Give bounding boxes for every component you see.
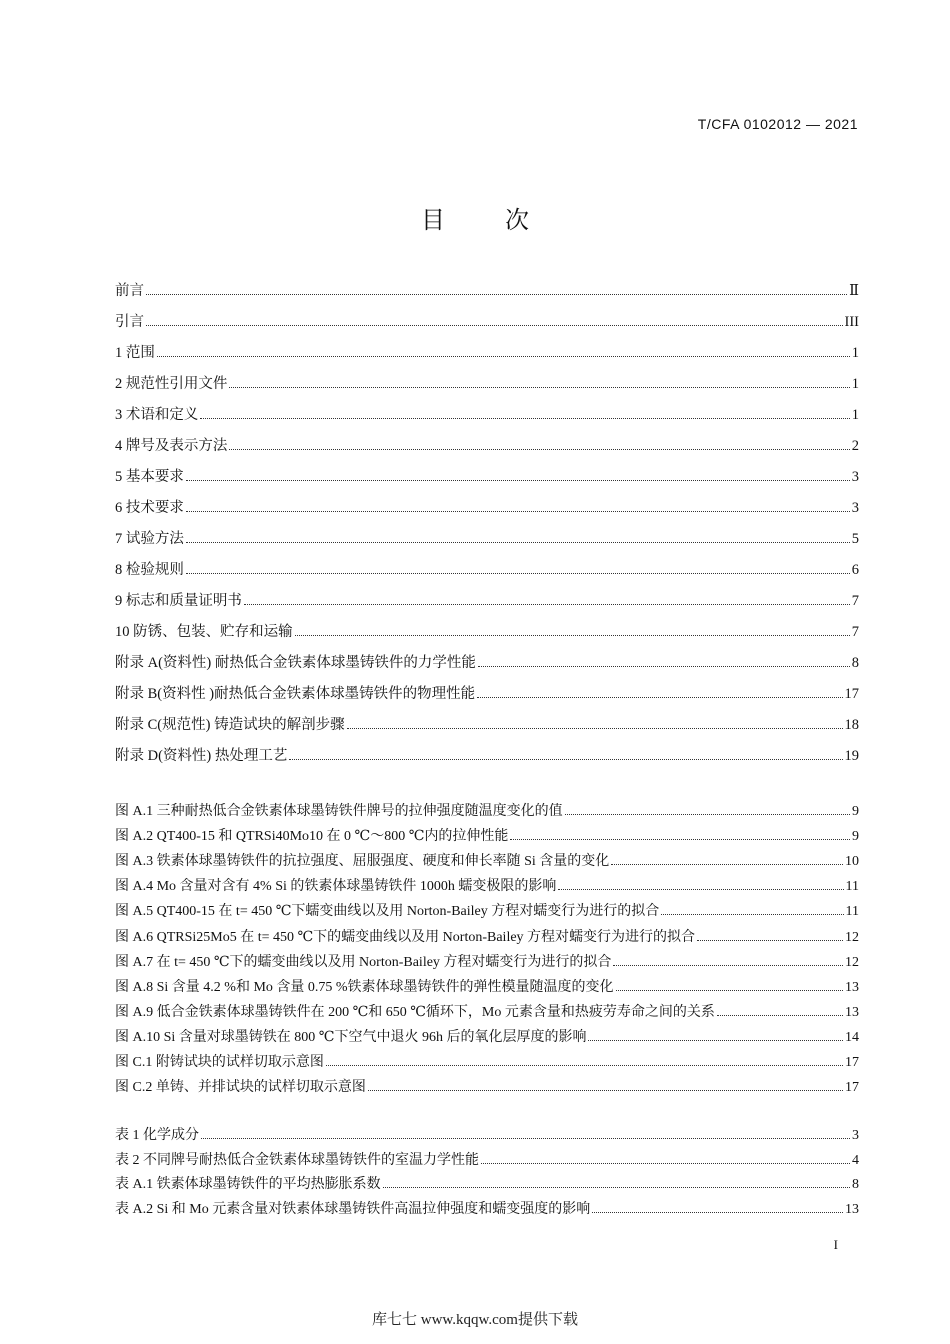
dot-leader <box>368 1090 843 1091</box>
toc-section-entry-title: 引言 <box>115 314 144 330</box>
toc-section-entry-page: 17 <box>844 686 859 702</box>
toc-figure-entry[interactable] <box>115 1053 859 1073</box>
toc-figure-entry-title: 图 C.2 单铸、并排试块的试样切取示意图 <box>115 1080 366 1096</box>
toc-section-entry-page: Ⅱ <box>849 283 859 299</box>
toc-section-entry-title: 附录 A(资料性) 耐热低合金铁素体球墨铸铁件的力学性能 <box>115 655 476 671</box>
toc-section-entry-title: 10 防锈、包装、贮存和运输 <box>115 624 293 640</box>
toc-section-entry-page: 5 <box>851 531 859 547</box>
toc-figure-entry[interactable] <box>115 902 859 922</box>
toc-section-entry-page: 1 <box>851 407 859 423</box>
dot-leader <box>289 759 842 760</box>
toc-figure-entry[interactable] <box>115 1003 859 1023</box>
dot-leader <box>201 1138 850 1139</box>
toc-section-entry-page: 18 <box>844 717 859 733</box>
toc-section-entry[interactable] <box>115 312 859 332</box>
dot-leader <box>244 604 850 605</box>
toc-figure-entry-title: 图 A.2 QT400-15 和 QTRSi40Mo10 在 0 ℃～800 ℃内的拉伸性能 <box>115 829 509 845</box>
dot-leader <box>347 728 843 729</box>
dot-leader <box>229 387 849 388</box>
toc-section-entry-page: 1 <box>851 345 859 361</box>
toc-figure-entry-title: 图 A.10 Si 含量对球墨铸铁在 800 ℃下空气中退火 96h 后的氧化层厚度的影响 <box>115 1029 587 1045</box>
dot-leader <box>146 294 847 295</box>
toc-table-entry-page: 3 <box>852 1128 859 1143</box>
toc-table-entry-page: 13 <box>845 1201 859 1217</box>
toc-section-entry[interactable] <box>115 653 859 673</box>
toc-figure-entry[interactable] <box>115 802 859 822</box>
toc-section-entry-title: 附录 C(规范性) 铸造试块的解剖步骤 <box>115 717 345 733</box>
dot-leader <box>481 1163 850 1164</box>
dot-leader <box>295 635 850 636</box>
toc-table-entry-title: 表 A.1 铁素体球墨铸铁件的平均热膨胀系数 <box>115 1177 381 1192</box>
page-number: I <box>833 1237 838 1252</box>
toc-figure-entry[interactable] <box>115 827 859 847</box>
dot-leader <box>229 449 849 450</box>
dot-leader <box>661 914 843 915</box>
toc-section-entry[interactable] <box>115 467 859 487</box>
toc-figure-entry[interactable] <box>115 928 859 948</box>
toc-section-entry[interactable] <box>115 436 859 456</box>
toc-section-entry[interactable] <box>115 684 859 704</box>
dot-leader <box>510 839 850 840</box>
dot-leader <box>613 965 843 966</box>
dot-leader <box>186 573 850 574</box>
dot-leader <box>616 990 843 991</box>
toc-section-entry-title: 4 牌号及表示方法 <box>115 438 228 454</box>
dot-leader <box>717 1015 843 1016</box>
toc-figure-entry-page: 10 <box>845 854 859 870</box>
toc-figure-entry-page: 13 <box>845 979 859 995</box>
toc-section-entry[interactable] <box>115 715 859 735</box>
toc-figure-entry-title: 图 A.1 三种耐热低合金铁素体球墨铸铁件牌号的拉伸强度随温度变化的值 <box>115 804 563 819</box>
title-char-1: 目 <box>421 206 445 234</box>
toc-figure-entry-page: 13 <box>845 1004 859 1020</box>
toc-table-entry[interactable] <box>115 1200 859 1220</box>
footer-download-note: 库七七 www.kqqw.com提供下载 <box>372 1312 578 1328</box>
toc-section-entry-title: 附录 D(资料性) 热处理工艺 <box>115 748 288 764</box>
toc-figure-entry-title: 图 A.4 Mo 含量对含有 4% Si 的铁素体球墨铸铁件 1000h 蠕变极限的影响 <box>115 879 557 895</box>
toc-section-entry-page: 2 <box>851 438 859 454</box>
toc-figure-entry-title: 图 A.9 低合金铁素体球墨铸铁件在 200 ℃和 650 ℃循环下，Mo 元素含量和热疲劳寿命之间的关系 <box>115 1004 715 1020</box>
toc-table-entry-page: 8 <box>852 1177 859 1192</box>
dot-leader <box>326 1065 843 1066</box>
toc-table-entry[interactable] <box>115 1151 859 1171</box>
dot-leader <box>383 1187 850 1188</box>
toc-figure-entry-title: 图 A.7 在 t= 450 ℃下的蠕变曲线以及用 Norton-Bailey 方程对蠕变行为进行的拟合 <box>115 954 612 970</box>
toc-section-entry-page: 7 <box>851 593 859 609</box>
toc-section-entry-title: 2 规范性引用文件 <box>115 376 228 392</box>
dot-leader <box>565 814 850 815</box>
standard-code: T/CFA 0102012 — 2021 <box>697 116 858 132</box>
dot-leader <box>588 1040 843 1041</box>
toc-figure-entry-page: 11 <box>845 879 859 895</box>
toc-figure-entry-page: 12 <box>845 929 859 945</box>
dot-leader <box>186 511 850 512</box>
toc-section-entry-page: 8 <box>851 655 859 671</box>
dot-leader <box>200 418 849 419</box>
dot-leader <box>558 889 843 890</box>
title-char-2: 次 <box>505 206 529 234</box>
dot-leader <box>186 480 850 481</box>
toc-figure-entry[interactable] <box>115 953 859 973</box>
toc-section-entry-page: 7 <box>851 624 859 640</box>
dot-leader <box>186 542 850 543</box>
dot-leader <box>478 666 850 667</box>
toc-table-entry-title: 表 A.2 Si 和 Mo 元素含量对铁素体球墨铸铁件高温拉伸强度和蠕变强度的影响 <box>115 1201 591 1217</box>
toc-figure-entry-title: 图 A.3 铁素体球墨铸铁件的抗拉强度、屈服强度、硬度和伸长率随 Si 含量的变化 <box>115 854 610 870</box>
toc-section-entry[interactable] <box>115 281 859 301</box>
toc-section-entry-title: 3 术语和定义 <box>115 407 199 423</box>
dot-leader <box>611 864 843 865</box>
toc-section-entry-page: 3 <box>851 500 859 516</box>
dot-leader <box>477 697 842 698</box>
toc-section-entry-page: III <box>844 314 859 330</box>
toc-figure-entry-page: 9 <box>852 829 859 845</box>
toc-figure-entry[interactable] <box>115 1028 859 1048</box>
toc-figure-entry-page: 11 <box>845 904 859 920</box>
toc-section-entry[interactable] <box>115 498 859 518</box>
toc-table-entry[interactable] <box>115 1126 859 1146</box>
toc-section-entry[interactable] <box>115 746 859 766</box>
toc-table-entry-title: 表 2 不同牌号耐热低合金铁素体球墨铸铁件的室温力学性能 <box>115 1152 479 1168</box>
toc-section-entry-title: 附录 B(资料性 )耐热低合金铁素体球墨铸铁件的物理性能 <box>115 686 476 702</box>
toc-section-entry-page: 3 <box>851 469 859 485</box>
toc-figure-entry[interactable] <box>115 877 859 897</box>
toc-figure-entry-page: 17 <box>845 1055 859 1070</box>
toc-section-entry-page: 19 <box>844 748 859 764</box>
toc-section-entry-title: 7 试验方法 <box>115 531 184 547</box>
toc-section-entry-title: 8 检验规则 <box>115 562 184 578</box>
toc-section-entry[interactable] <box>115 560 859 580</box>
dot-leader <box>146 325 843 326</box>
toc-figure-entry-title: 图 A.6 QTRSi25Mo5 在 t= 450 ℃下的蠕变曲线以及用 Norton-Bailey 方程对蠕变行为进行的拟合 <box>115 929 696 945</box>
toc-figure-entry-title: 图 C.1 附铸试块的试样切取示意图 <box>115 1055 324 1070</box>
page-title <box>0 200 950 235</box>
toc-section-entry-page: 1 <box>851 376 859 392</box>
toc-figure-entry[interactable] <box>115 978 859 998</box>
toc-figure-entry-page: 17 <box>845 1080 859 1096</box>
toc-figure-entry-title: 图 A.5 QT400-15 在 t= 450 ℃下蠕变曲线以及用 Norton-Bailey 方程对蠕变行为进行的拟合 <box>115 904 660 920</box>
toc-figure-entry-page: 12 <box>845 954 859 970</box>
dot-leader <box>157 356 850 357</box>
toc-section-entry[interactable] <box>115 405 859 425</box>
toc-figure-entry-title: 图 A.8 Si 含量 4.2 %和 Mo 含量 0.75 %铁素体球墨铸铁件的弹性模量随温度的变化 <box>115 979 614 995</box>
toc-section-entry-title: 前言 <box>115 283 144 299</box>
toc-table-entry-title: 表 1 化学成分 <box>115 1128 199 1143</box>
dot-leader <box>697 940 843 941</box>
toc-figure-entry[interactable] <box>115 1078 859 1098</box>
dot-leader <box>592 1212 843 1213</box>
toc-section-entry[interactable] <box>115 374 859 394</box>
toc-section-entry-title: 6 技术要求 <box>115 500 184 516</box>
toc-figure-entry-page: 14 <box>845 1029 859 1045</box>
toc-figure-entry[interactable] <box>115 852 859 872</box>
toc-section-entry-page: 6 <box>851 562 859 578</box>
toc-section-entry-title: 1 范围 <box>115 345 155 361</box>
toc-section-entry[interactable] <box>115 343 859 363</box>
toc-section-entry[interactable] <box>115 529 859 549</box>
toc-section-entry-title: 9 标志和质量证明书 <box>115 593 242 609</box>
toc-section-entry-title: 5 基本要求 <box>115 469 184 485</box>
toc-table-entry-page: 4 <box>852 1152 859 1168</box>
toc-section-entry[interactable] <box>115 591 859 611</box>
toc-figure-entry-page: 9 <box>852 804 859 819</box>
toc-table-entry[interactable] <box>115 1175 859 1195</box>
toc-section-entry[interactable] <box>115 622 859 642</box>
